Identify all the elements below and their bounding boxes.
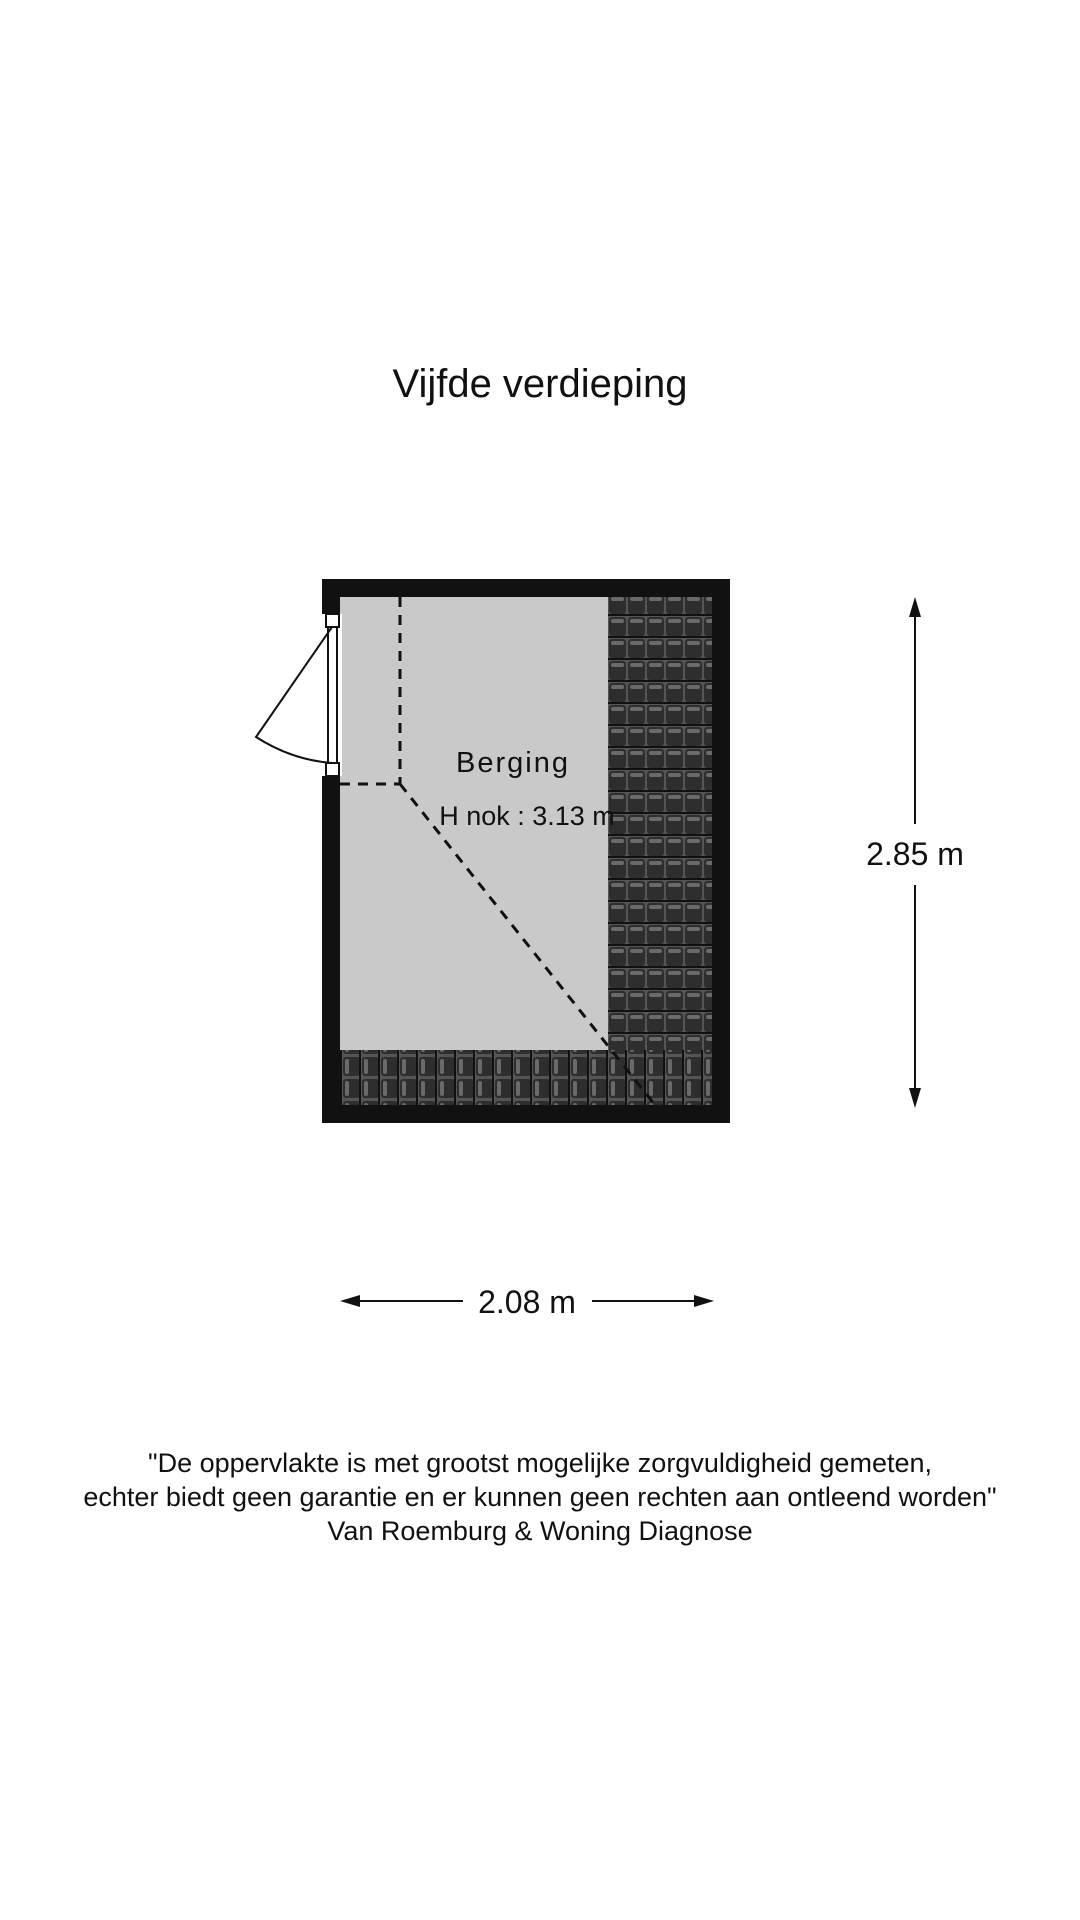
disclaimer-line-1: "De oppervlakte is met grootst mogelijke zorgvuldigheid gemeten,	[148, 1448, 932, 1478]
floor-title: Vijfde verdieping	[392, 362, 688, 406]
height-label: 2.85 m	[866, 836, 964, 872]
room-name: Berging	[456, 747, 570, 779]
door-jamb-top	[326, 614, 339, 627]
roof-tiles-right	[608, 597, 712, 1105]
arrow-down-icon	[909, 1088, 921, 1108]
arrow-right-icon	[694, 1295, 714, 1307]
disclaimer-line-3: Van Roemburg & Woning Diagnose	[327, 1516, 753, 1546]
arrow-left-icon	[340, 1295, 360, 1307]
disclaimer	[0, 1446, 1080, 1548]
door-leaf	[328, 627, 337, 763]
door-jamb-bottom	[326, 763, 339, 776]
roof-tiles-bottom	[340, 1050, 712, 1105]
door-swing	[256, 627, 332, 763]
arrow-up-icon	[909, 597, 921, 617]
ridge-height: H nok : 3.13 m	[439, 801, 615, 831]
disclaimer-line-2: echter biedt geen garantie en er kunnen geen rechten aan ontleend worden"	[83, 1482, 997, 1512]
width-label: 2.08 m	[478, 1284, 576, 1320]
